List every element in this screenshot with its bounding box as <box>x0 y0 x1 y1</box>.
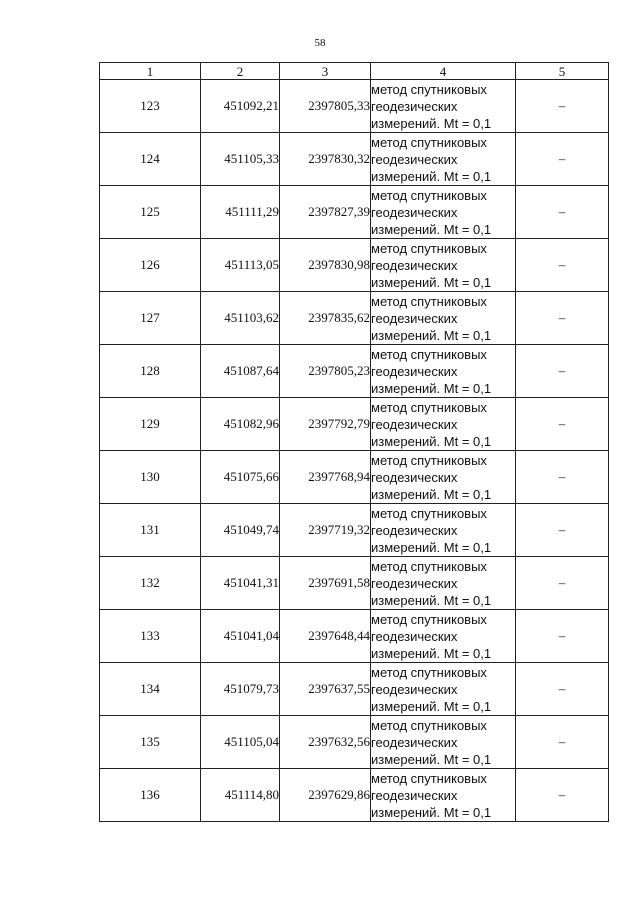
header-col-3: 3 <box>280 63 371 80</box>
method-line: измерений. Mt = 0,1 <box>371 698 492 714</box>
method-line: геодезических <box>371 628 458 644</box>
table-row <box>100 398 609 451</box>
method-line: измерений. Mt = 0,1 <box>371 539 492 555</box>
table-row <box>100 186 609 239</box>
method-line: метод спутниковых <box>371 611 487 627</box>
point-number-cell: 126 <box>100 239 201 292</box>
y-coordinate-cell: 2397768,94 <box>280 451 371 504</box>
x-coordinate-cell: 451103,62 <box>201 292 280 345</box>
method-line: геодезических <box>371 363 458 379</box>
method-line: геодезических <box>371 522 458 538</box>
note-cell: – <box>516 557 609 610</box>
method-line: геодезических <box>371 681 458 697</box>
method-line: геодезических <box>371 787 458 803</box>
x-coordinate-cell: 451105,33 <box>201 133 280 186</box>
table-row <box>100 716 609 769</box>
y-coordinate-cell: 2397648,44 <box>280 610 371 663</box>
method-line: метод спутниковых <box>371 717 487 733</box>
method-line: метод спутниковых <box>371 505 487 521</box>
table-row <box>100 133 609 186</box>
point-number-cell: 136 <box>100 769 201 822</box>
point-number-cell: 124 <box>100 133 201 186</box>
y-coordinate-cell: 2397835,62 <box>280 292 371 345</box>
y-coordinate-cell: 2397629,86 <box>280 769 371 822</box>
method-line: измерений. Mt = 0,1 <box>371 645 492 661</box>
x-coordinate-cell: 451087,64 <box>201 345 280 398</box>
y-coordinate-cell: 2397805,23 <box>280 345 371 398</box>
method-line: метод спутниковых <box>371 293 487 309</box>
method-line: измерений. Mt = 0,1 <box>371 433 492 449</box>
point-number-cell: 130 <box>100 451 201 504</box>
note-cell: – <box>516 716 609 769</box>
y-coordinate-cell: 2397830,98 <box>280 239 371 292</box>
y-coordinate-cell: 2397637,55 <box>280 663 371 716</box>
method-line: метод спутниковых <box>371 240 487 256</box>
table-row <box>100 769 609 822</box>
x-coordinate-cell: 451079,73 <box>201 663 280 716</box>
method-cell <box>371 716 516 769</box>
y-coordinate-cell: 2397719,32 <box>280 504 371 557</box>
header-col-1: 1 <box>100 63 201 80</box>
note-cell: – <box>516 239 609 292</box>
y-coordinate-cell: 2397827,39 <box>280 186 371 239</box>
method-cell <box>371 398 516 451</box>
coordinates-table <box>99 62 609 822</box>
method-line: геодезических <box>371 151 458 167</box>
method-line: измерений. Mt = 0,1 <box>371 592 492 608</box>
table-row <box>100 504 609 557</box>
point-number-cell: 135 <box>100 716 201 769</box>
method-line: геодезических <box>371 416 458 432</box>
table-row <box>100 663 609 716</box>
point-number-cell: 133 <box>100 610 201 663</box>
note-cell: – <box>516 451 609 504</box>
table-row <box>100 80 609 133</box>
table-header-row <box>100 63 609 80</box>
x-coordinate-cell: 451049,74 <box>201 504 280 557</box>
method-line: измерений. Mt = 0,1 <box>371 486 492 502</box>
x-coordinate-cell: 451041,04 <box>201 610 280 663</box>
method-line: метод спутниковых <box>371 452 487 468</box>
method-line: геодезических <box>371 310 458 326</box>
method-line: метод спутниковых <box>371 558 487 574</box>
point-number-cell: 131 <box>100 504 201 557</box>
method-line: геодезических <box>371 257 458 273</box>
note-cell: – <box>516 610 609 663</box>
method-line: измерений. Mt = 0,1 <box>371 274 492 290</box>
y-coordinate-cell: 2397632,56 <box>280 716 371 769</box>
point-number-cell: 129 <box>100 398 201 451</box>
note-cell: – <box>516 504 609 557</box>
method-cell <box>371 769 516 822</box>
method-line: метод спутниковых <box>371 134 487 150</box>
method-cell <box>371 610 516 663</box>
note-cell: – <box>516 663 609 716</box>
point-number-cell: 134 <box>100 663 201 716</box>
method-line: метод спутниковых <box>371 399 487 415</box>
x-coordinate-cell: 451041,31 <box>201 557 280 610</box>
point-number-cell: 132 <box>100 557 201 610</box>
method-line: метод спутниковых <box>371 187 487 203</box>
method-line: метод спутниковых <box>371 346 487 362</box>
x-coordinate-cell: 451075,66 <box>201 451 280 504</box>
note-cell: – <box>516 133 609 186</box>
method-line: измерений. Mt = 0,1 <box>371 221 492 237</box>
method-cell <box>371 557 516 610</box>
x-coordinate-cell: 451113,05 <box>201 239 280 292</box>
method-line: геодезических <box>371 98 458 114</box>
note-cell: – <box>516 186 609 239</box>
method-line: метод спутниковых <box>371 81 487 97</box>
method-line: измерений. Mt = 0,1 <box>371 115 492 131</box>
table-row <box>100 239 609 292</box>
method-cell <box>371 186 516 239</box>
method-cell <box>371 451 516 504</box>
method-line: измерений. Mt = 0,1 <box>371 168 492 184</box>
method-line: геодезических <box>371 734 458 750</box>
method-cell <box>371 345 516 398</box>
method-line: геодезических <box>371 204 458 220</box>
method-line: метод спутниковых <box>371 664 487 680</box>
x-coordinate-cell: 451114,80 <box>201 769 280 822</box>
method-line: измерений. Mt = 0,1 <box>371 751 492 767</box>
note-cell: – <box>516 398 609 451</box>
y-coordinate-cell: 2397805,33 <box>280 80 371 133</box>
method-cell <box>371 80 516 133</box>
point-number-cell: 123 <box>100 80 201 133</box>
point-number-cell: 125 <box>100 186 201 239</box>
header-col-4: 4 <box>371 63 516 80</box>
method-cell <box>371 663 516 716</box>
method-cell <box>371 504 516 557</box>
table-row <box>100 451 609 504</box>
x-coordinate-cell: 451111,29 <box>201 186 280 239</box>
table-row <box>100 292 609 345</box>
note-cell: – <box>516 345 609 398</box>
note-cell: – <box>516 80 609 133</box>
y-coordinate-cell: 2397830,32 <box>280 133 371 186</box>
header-col-5: 5 <box>516 63 609 80</box>
method-line: геодезических <box>371 469 458 485</box>
table-row <box>100 557 609 610</box>
y-coordinate-cell: 2397792,79 <box>280 398 371 451</box>
table-row <box>100 345 609 398</box>
method-line: метод спутниковых <box>371 770 487 786</box>
x-coordinate-cell: 451092,21 <box>201 80 280 133</box>
table-body <box>100 80 609 822</box>
x-coordinate-cell: 451082,96 <box>201 398 280 451</box>
method-cell <box>371 239 516 292</box>
note-cell: – <box>516 769 609 822</box>
header-col-2: 2 <box>201 63 280 80</box>
method-line: геодезических <box>371 575 458 591</box>
x-coordinate-cell: 451105,04 <box>201 716 280 769</box>
method-line: измерений. Mt = 0,1 <box>371 380 492 396</box>
point-number-cell: 128 <box>100 345 201 398</box>
table-row <box>100 610 609 663</box>
method-line: измерений. Mt = 0,1 <box>371 804 492 820</box>
page-number: 58 <box>314 37 326 49</box>
method-cell <box>371 292 516 345</box>
point-number-cell: 127 <box>100 292 201 345</box>
note-cell: – <box>516 292 609 345</box>
method-cell <box>371 133 516 186</box>
method-line: измерений. Mt = 0,1 <box>371 327 492 343</box>
y-coordinate-cell: 2397691,58 <box>280 557 371 610</box>
